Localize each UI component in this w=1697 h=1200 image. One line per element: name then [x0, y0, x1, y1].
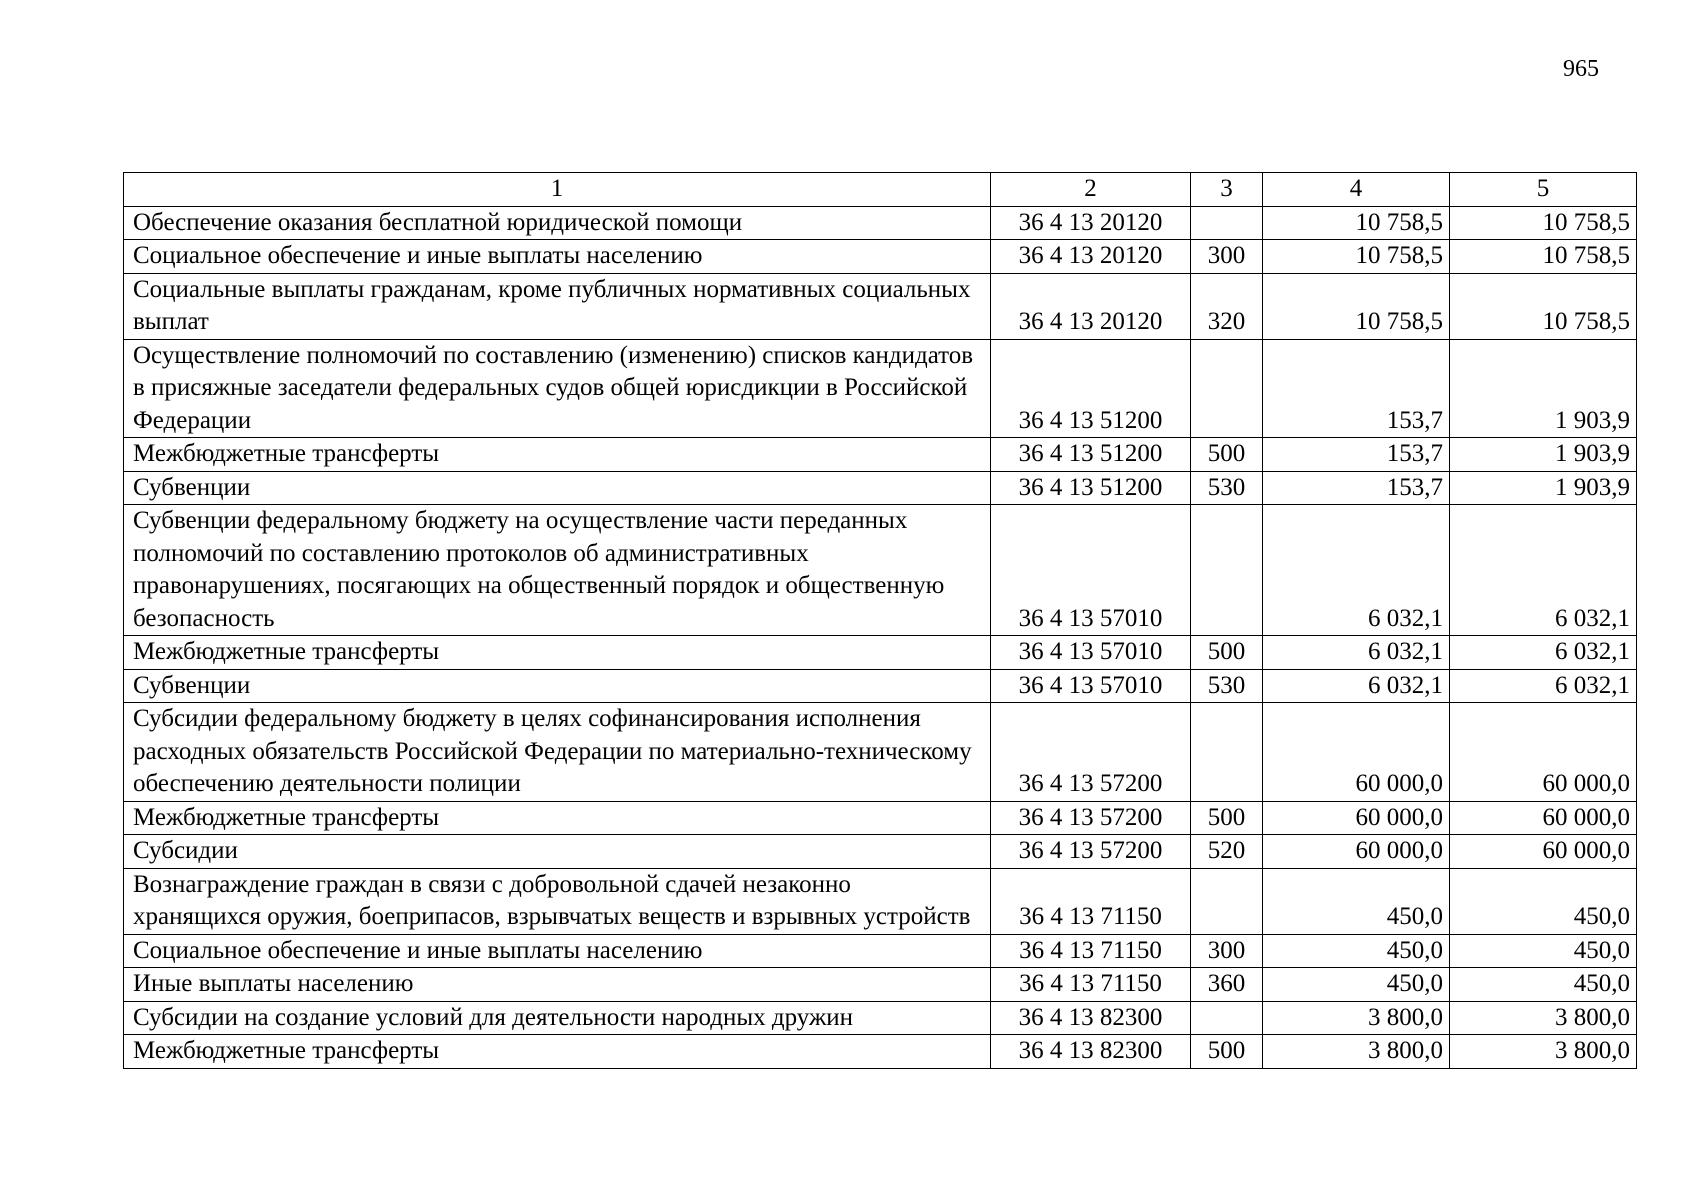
row-value-col4-cell: 3 800,0 — [1263, 1001, 1450, 1035]
row-code-cell: 36 4 13 20120 — [991, 273, 1191, 339]
row-type-cell: 320 — [1191, 273, 1263, 339]
row-name-cell: Социальное обеспечение и иные выплаты населению — [124, 934, 991, 968]
table-row — [124, 703, 1637, 802]
row-value-col5-cell: 10 758,5 — [1450, 240, 1637, 274]
table-row — [124, 636, 1637, 670]
row-code-cell: 36 4 13 57200 — [991, 801, 1191, 835]
table-row — [124, 505, 1637, 636]
row-value-col5-cell: 1 903,9 — [1450, 339, 1637, 438]
table-row — [124, 1001, 1637, 1035]
row-value-col4-cell: 10 758,5 — [1263, 206, 1450, 240]
row-name-cell: Субвенции — [124, 669, 991, 703]
row-value-col4-cell: 153,7 — [1263, 339, 1450, 438]
table-row — [124, 968, 1637, 1002]
table-row — [124, 801, 1637, 835]
row-name-cell: Межбюджетные трансферты — [124, 801, 991, 835]
budget-table — [123, 172, 1637, 1069]
table-row — [124, 1035, 1637, 1069]
table-row — [124, 669, 1637, 703]
row-value-col5-cell: 3 800,0 — [1450, 1001, 1637, 1035]
row-value-col5-cell: 10 758,5 — [1450, 206, 1637, 240]
row-value-col5-cell: 450,0 — [1450, 934, 1637, 968]
row-type-cell: 530 — [1191, 471, 1263, 505]
row-type-cell: 520 — [1191, 835, 1263, 869]
row-name-cell: Субсидии федеральному бюджету в целях софинансирования исполнения расходных обязательств Российской Федерации по материально-техническому обеспечению деятельности полиции — [124, 703, 991, 802]
row-value-col5-cell: 10 758,5 — [1450, 273, 1637, 339]
row-value-col4-cell: 153,7 — [1263, 438, 1450, 472]
row-value-col5-cell: 1 903,9 — [1450, 438, 1637, 472]
row-value-col4-cell: 10 758,5 — [1263, 240, 1450, 274]
row-code-cell: 36 4 13 57200 — [991, 835, 1191, 869]
row-type-cell — [1191, 868, 1263, 934]
table-header-row — [124, 173, 1637, 207]
table-row — [124, 206, 1637, 240]
row-code-cell: 36 4 13 71150 — [991, 934, 1191, 968]
row-name-cell: Социальные выплаты гражданам, кроме публичных нормативных социальных выплат — [124, 273, 991, 339]
row-value-col4-cell: 60 000,0 — [1263, 703, 1450, 802]
row-type-cell: 500 — [1191, 636, 1263, 670]
row-code-cell: 36 4 13 71150 — [991, 868, 1191, 934]
table-row — [124, 471, 1637, 505]
table-row — [124, 339, 1637, 438]
row-name-cell: Межбюджетные трансферты — [124, 1035, 991, 1069]
page-number: 965 — [1563, 56, 1599, 82]
row-type-cell — [1191, 505, 1263, 636]
row-code-cell: 36 4 13 20120 — [991, 240, 1191, 274]
row-code-cell: 36 4 13 57200 — [991, 703, 1191, 802]
row-value-col4-cell: 450,0 — [1263, 868, 1450, 934]
row-code-cell: 36 4 13 71150 — [991, 968, 1191, 1002]
row-type-cell — [1191, 1001, 1263, 1035]
row-value-col4-cell: 6 032,1 — [1263, 636, 1450, 670]
row-name-cell: Социальное обеспечение и иные выплаты населению — [124, 240, 991, 274]
row-code-cell: 36 4 13 20120 — [991, 206, 1191, 240]
row-value-col5-cell: 450,0 — [1450, 868, 1637, 934]
row-name-cell: Межбюджетные трансферты — [124, 636, 991, 670]
row-type-cell: 300 — [1191, 934, 1263, 968]
row-type-cell: 300 — [1191, 240, 1263, 274]
row-value-col5-cell: 1 903,9 — [1450, 471, 1637, 505]
table-row — [124, 835, 1637, 869]
row-code-cell: 36 4 13 51200 — [991, 438, 1191, 472]
row-value-col5-cell: 6 032,1 — [1450, 505, 1637, 636]
row-value-col4-cell: 10 758,5 — [1263, 273, 1450, 339]
table-row — [124, 868, 1637, 934]
row-name-cell: Субвенции — [124, 471, 991, 505]
table-row — [124, 240, 1637, 274]
row-name-cell: Обеспечение оказания бесплатной юридической помощи — [124, 206, 991, 240]
row-code-cell: 36 4 13 57010 — [991, 669, 1191, 703]
column-header: 4 — [1263, 173, 1450, 207]
row-value-col4-cell: 6 032,1 — [1263, 669, 1450, 703]
row-code-cell: 36 4 13 82300 — [991, 1035, 1191, 1069]
row-name-cell: Осуществление полномочий по составлению (изменению) списков кандидатов в присяжные заседатели федеральных судов общей юрисдикции в Российской Федерации — [124, 339, 991, 438]
row-value-col5-cell: 60 000,0 — [1450, 835, 1637, 869]
column-header: 3 — [1191, 173, 1263, 207]
row-type-cell: 500 — [1191, 801, 1263, 835]
column-header: 1 — [124, 173, 991, 207]
row-value-col5-cell: 6 032,1 — [1450, 669, 1637, 703]
row-code-cell: 36 4 13 51200 — [991, 471, 1191, 505]
row-code-cell: 36 4 13 57010 — [991, 505, 1191, 636]
row-name-cell: Субсидии — [124, 835, 991, 869]
column-header: 2 — [991, 173, 1191, 207]
row-value-col5-cell: 60 000,0 — [1450, 703, 1637, 802]
row-value-col5-cell: 450,0 — [1450, 968, 1637, 1002]
row-value-col4-cell: 60 000,0 — [1263, 801, 1450, 835]
row-name-cell: Иные выплаты населению — [124, 968, 991, 1002]
row-name-cell: Вознаграждение граждан в связи с добровольной сдачей незаконно хранящихся оружия, боеприпасов, взрывчатых веществ и взрывных устройств — [124, 868, 991, 934]
row-name-cell: Межбюджетные трансферты — [124, 438, 991, 472]
row-value-col4-cell: 450,0 — [1263, 934, 1450, 968]
row-name-cell: Субвенции федеральному бюджету на осуществление части переданных полномочий по составлению протоколов об административных правонарушениях, посягающих на общественный порядок и общественную безопасность — [124, 505, 991, 636]
row-code-cell: 36 4 13 51200 — [991, 339, 1191, 438]
row-value-col4-cell: 3 800,0 — [1263, 1035, 1450, 1069]
row-type-cell: 360 — [1191, 968, 1263, 1002]
table-row — [124, 438, 1637, 472]
row-value-col4-cell: 450,0 — [1263, 968, 1450, 1002]
table-row — [124, 934, 1637, 968]
row-value-col4-cell: 60 000,0 — [1263, 835, 1450, 869]
row-value-col5-cell: 6 032,1 — [1450, 636, 1637, 670]
column-header: 5 — [1450, 173, 1637, 207]
row-type-cell — [1191, 339, 1263, 438]
row-value-col5-cell: 3 800,0 — [1450, 1035, 1637, 1069]
row-type-cell — [1191, 703, 1263, 802]
row-type-cell: 500 — [1191, 438, 1263, 472]
row-name-cell: Субсидии на создание условий для деятельности народных дружин — [124, 1001, 991, 1035]
row-value-col5-cell: 60 000,0 — [1450, 801, 1637, 835]
row-type-cell: 530 — [1191, 669, 1263, 703]
row-type-cell — [1191, 206, 1263, 240]
row-code-cell: 36 4 13 82300 — [991, 1001, 1191, 1035]
row-value-col4-cell: 153,7 — [1263, 471, 1450, 505]
row-value-col4-cell: 6 032,1 — [1263, 505, 1450, 636]
table-row — [124, 273, 1637, 339]
row-type-cell: 500 — [1191, 1035, 1263, 1069]
row-code-cell: 36 4 13 57010 — [991, 636, 1191, 670]
